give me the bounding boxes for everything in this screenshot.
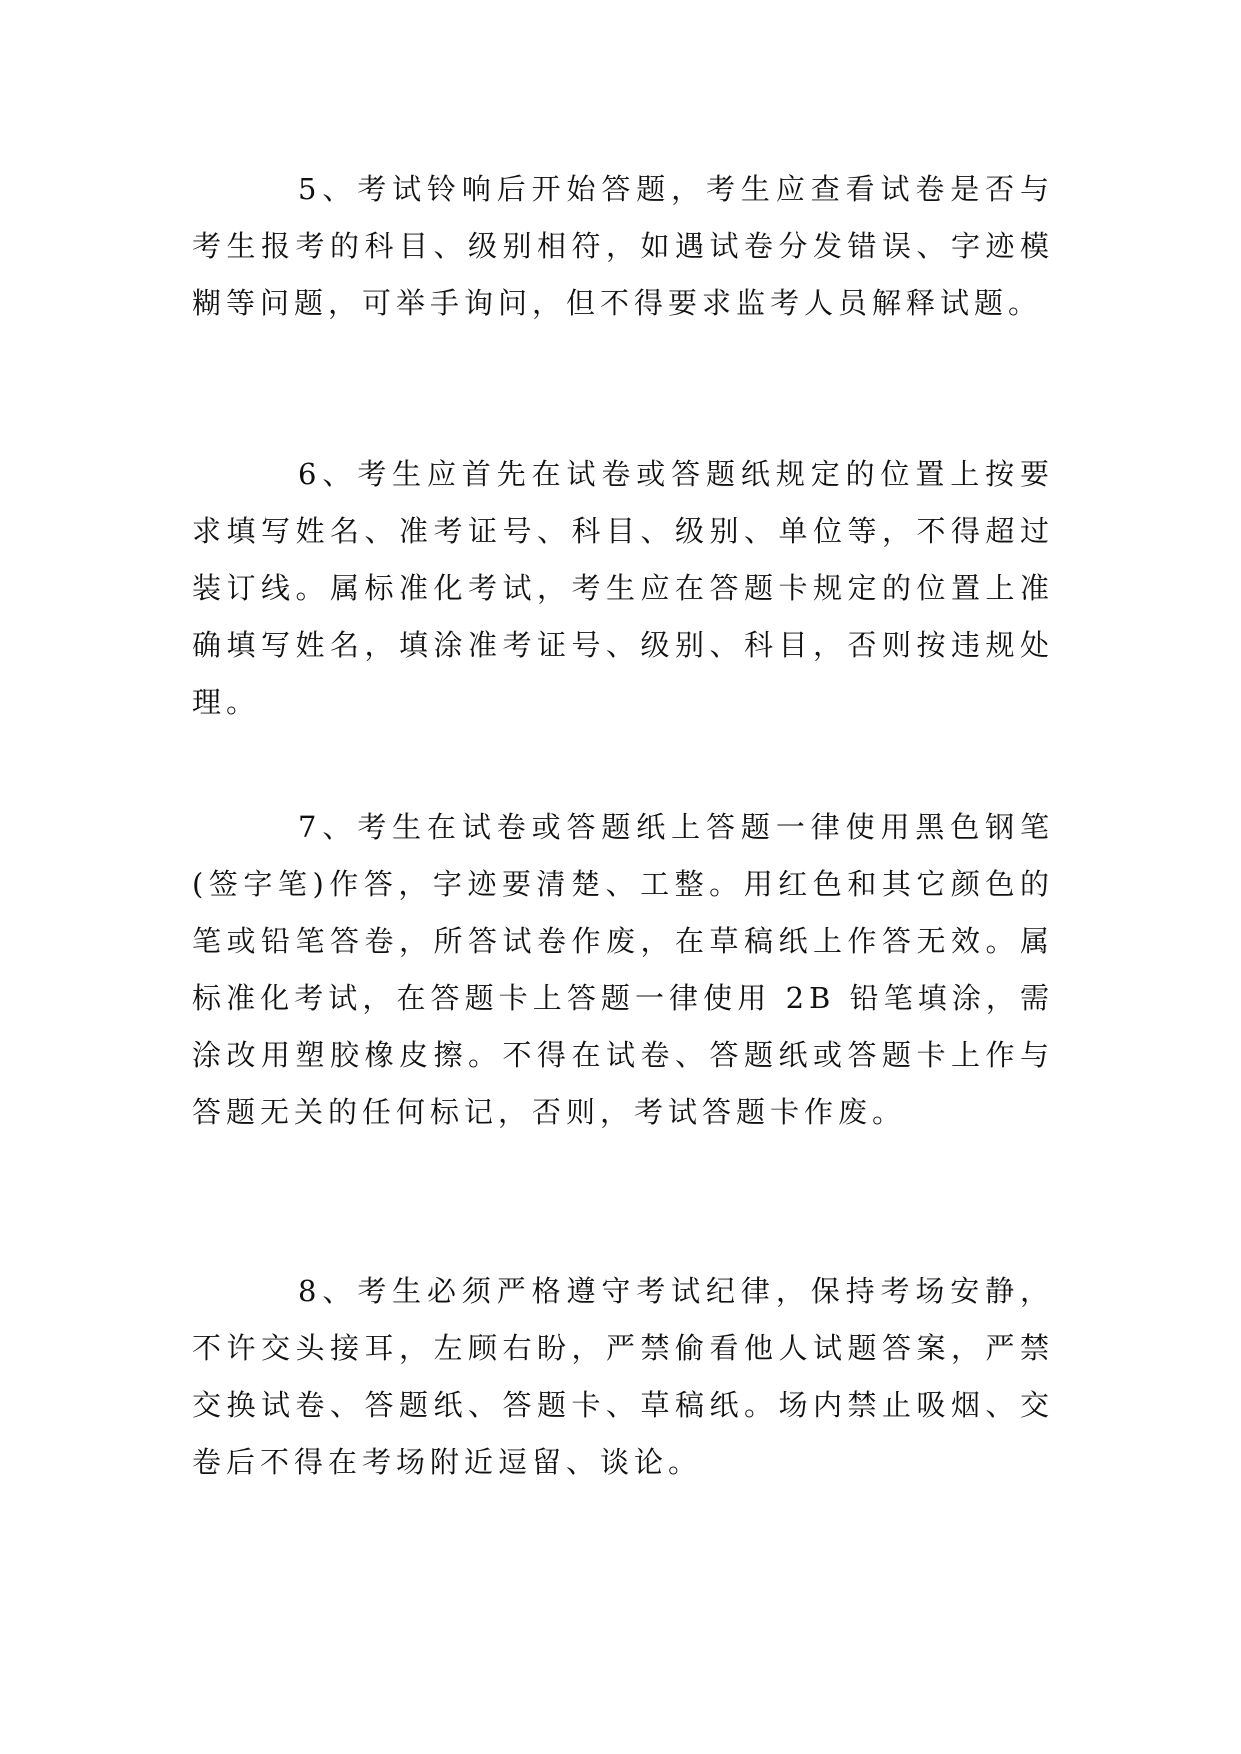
rule-paragraph-6: 6、考生应首先在试卷或答题纸规定的位置上按要求填写姓名、准考证号、科目、级别、单位等，不得超过装订线。属标准化考试，考生应在答题卡规定的位置上准确填写姓名，填涂准考证号、级别、科目，否则按违规处理。 — [192, 457, 1054, 719]
rule-paragraph-7: 7、考生在试卷或答题纸上答题一律使用黑色钢笔(签字笔)作答，字迹要清楚、工整。用红色和其它颜色的笔或铅笔答卷，所答试卷作废，在草稿纸上作答无效。属标准化考试，在答题卡上答题一律使用 2B 铅笔填涂，需涂改用塑胶橡皮擦。不得在试卷、答题纸或答题卡上作与答题无关的任何标记，否则，考试答题卡作废。 — [192, 810, 1054, 1129]
rule-paragraph-8: 8、考生必须严格遵守考试纪律，保持考场安静，不许交头接耳，左顾右盼，严禁偷看他人试题答案，严禁交换试卷、答题纸、答题卡、草稿纸。场内禁止吸烟、交卷后不得在考场附近逗留、谈论。 — [192, 1274, 1054, 1479]
rule-paragraph-5: 5、考试铃响后开始答题，考生应查看试卷是否与考生报考的科目、级别相符，如遇试卷分发错误、字迹模糊等问题，可举手询问，但不得要求监考人员解释试题。 — [192, 172, 1054, 320]
